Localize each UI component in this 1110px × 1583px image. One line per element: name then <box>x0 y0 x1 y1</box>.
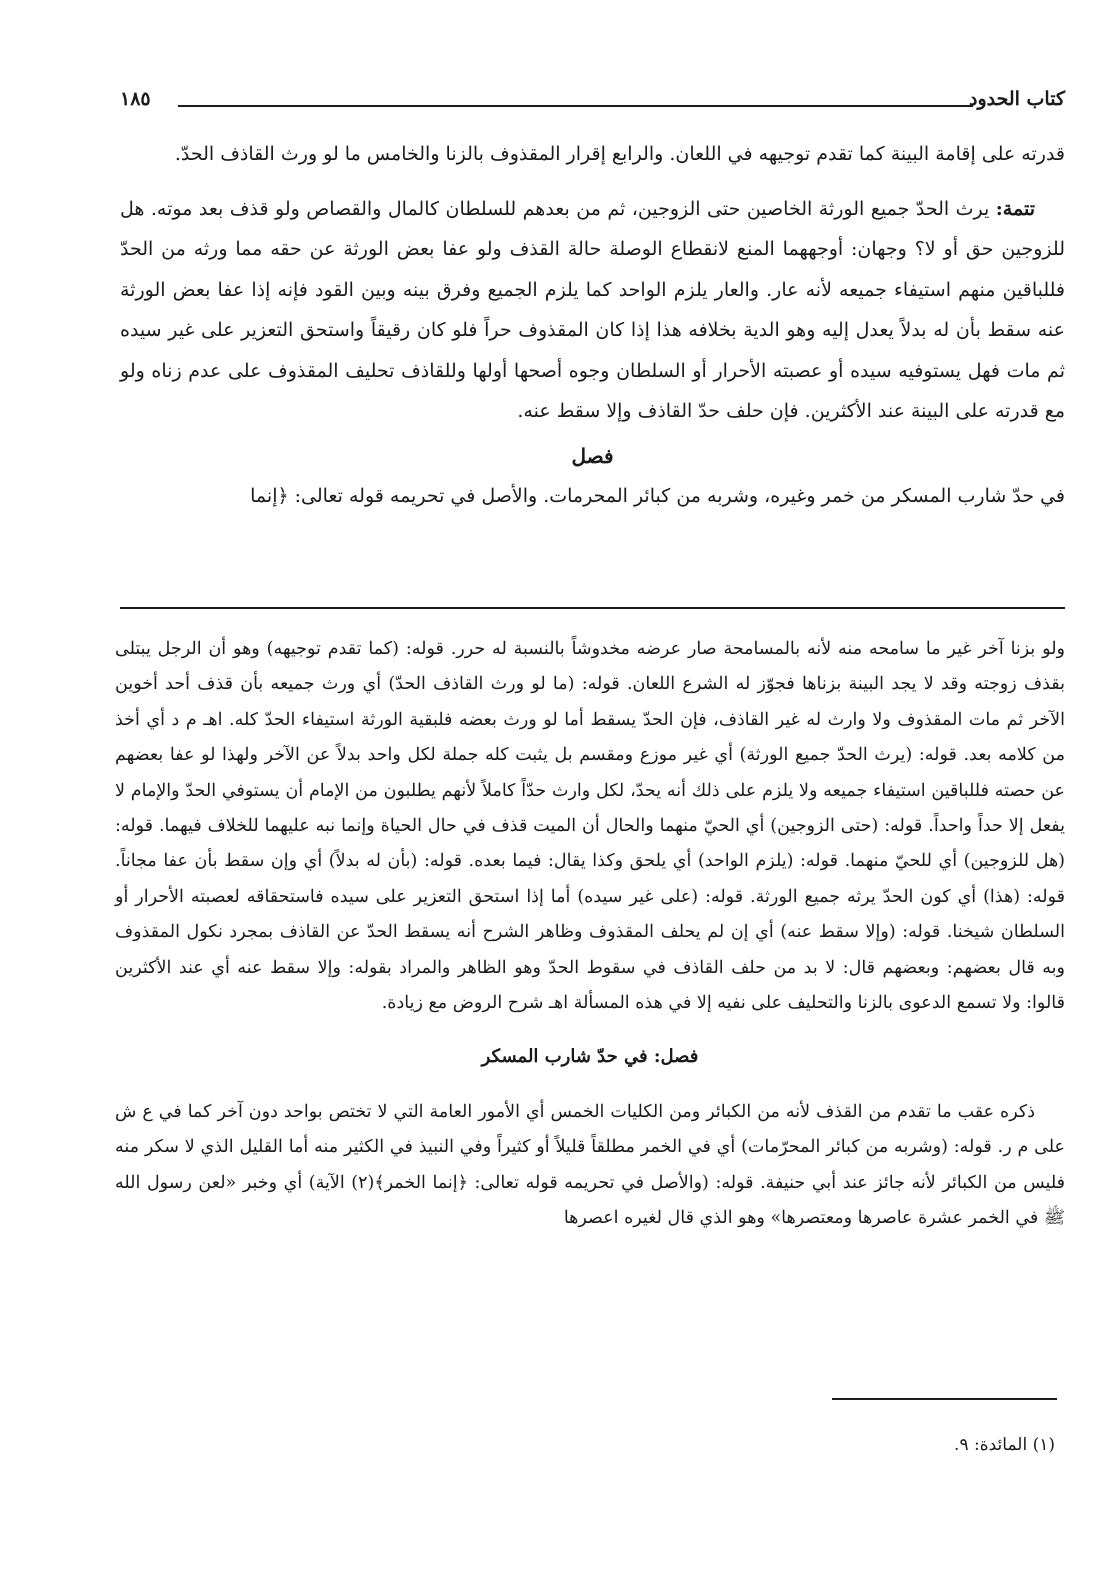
tatimma-label: تتمة: <box>995 197 1035 220</box>
commentary-paragraph: ولو بزنا آخر غير ما سامحه منه لأنه بالمسامحة صار عرضه مخدوشاً بالنسبة له حرر. قوله: (كما تقدم توجيهه) وهو أن الرجل يبتلى بقذف زوجته وقد لا يجد البينة بزناها فجوّز له الشرع اللعان. قوله: (ما لو ورث القاذف الحدّ) أي ورث جميعه بأن قذف أحد أخوين الآخر ثم مات المقذوف ولا وارث له غير القاذف، فإن الحدّ يسقط أما لو ورث بعضه فلبقية الورثة استيفاء الحدّ كله. اهـ م د أي أخذ من كلامه بعد. قوله: (يرث الحدّ جميع الورثة) أي غير موزع ومقسم بل يثبت كله جملة لكل واحد بدلاً عن الآخر ولهذا لو عفا بعضهم عن حصته فللباقين استيفاء جميعه ولا يلزم على ذلك أنه يحدّ، لكل وارث حدّاً كاملاً لأنهم يطلبون من الإمام أن يستوفي الحدّ والإمام لا يفعل إلا حداً واحداً. قوله: (حتى الزوجين) أي الحيّ منهما والحال أن الميت قذف في حال الحياة وإنما نبه عليهما للخلاف فيهما. قوله: (هل للزوجين) أي للحيّ منهما. قوله: (يلزم الواحد) أي يلحق وكذا يقال: فيما بعده. قوله: (بأن له بدلاً) أي وإن سقط بأن عفا مجاناً. قوله: (هذا) أي كون الحدّ يرثه جميع الورثة. قوله: (على غير سيده) أما إذا استحق التعزير على سيده فاستحقاقه لعصبته الأحرار أو السلطان شيخنا. قوله: (وإلا سقط عنه) أي إن لم يحلف المقذوف وظاهر الشرح أنه يسقط الحدّ عن القاذف بمجرد نكول المقذوف وبه قال بعضهم: وبعضهم قال: لا بد من حلف القاذف في سقوط الحدّ وهو الظاهر والمراد بقوله: وإلا سقط عنه أي عند الأكثرين قالوا: ولا تسمع الدعوى بالزنا والتحليف على نفيه إلا في هذه المسألة اهـ شرح الروض مع زيادة. <box>115 639 1065 1014</box>
commentary-heading: فصل: في حدّ شارب المسكر <box>481 1046 699 1068</box>
main-paragraph-continued: قدرته على إقامة البينة كما تقدم توجيهه في اللعان. والرابع إقرار المقذوف بالزنا والخامس ما لو ورث القاذف الحدّ. <box>174 143 1065 165</box>
main-paragraph-tatimma <box>120 189 1065 432</box>
page-number: ١٨٥ <box>120 88 151 110</box>
commentary-paragraph-2: ذكره عقب ما تقدم من القذف لأنه من الكبائر ومن الكليات الخمس أي الأمور العامة التي لا تختص بواحد دون آخر كما في ع ش على م ر. قوله: (وشربه من كبائر المحرّمات) أي في الخمر مطلقاً قليلاً أو كثيراً وفي النبيذ في الكثير منه أما القليل الذي لا سكر منه فليس من الكبائر لأنه جائز عند أبي حنيفة. قوله: (والأصل في تحريمه قوله تعالى: ﴿إنما الخمر﴾(٢) الآية) أي وخبر «لعن رسول الله ﷺ في الخمر عشرة عاصرها ومعتصرها» وهو الذي قال لغيره اعصرها <box>115 1101 1066 1229</box>
footnote: (١) المائدة: ٩. <box>954 1435 1055 1455</box>
tatimma-body: يرث الحدّ جميع الورثة الخاصين حتى الزوجين، ثم من بعدهم للسلطان كالمال والقصاص ولو قذف بعد موته. هل للزوجين حق أو لا؟ وجهان: أوجههما المنع لانقطاع الوصلة حالة القذف ولو عفا بعض الورثة عن حقه مما ورثه من الحدّ فللباقين منهم استيفاء جميعه لأنه عار. والعار يلزم الواحد كما يلزم الجميع وفرق بينه وبين القود فإنه إذا عفا بعض الورثة عنه سقط بأن له بدلاً يعدل إليه وهو الدية بخلافه هذا إذا كان المقذوف حراً فلو كان رقيقاً واستحق التعزير على غير سيده ثم مات فهل يستوفيه سيده أو عصبته الأحرار أو السلطان وجوه أصحها أولها وللقاذف تحليف المقذوف على عدم زناه ولو مع قدرته على البينة عند الأكثرين. فإن حلف حدّ القاذف وإلا سقط عنه. <box>120 197 1065 422</box>
commentary-text <box>115 632 1065 1237</box>
commentary-separator <box>120 607 1065 609</box>
running-head <box>120 88 1065 118</box>
main-text <box>120 134 1065 517</box>
main-paragraph-fasl: في حدّ شارب المسكر من خمر وغيره، وشربه من كبائر المحرمات. والأصل في تحريمه قوله تعالى: ﴿إنما <box>250 485 1065 507</box>
section-heading: فصل <box>571 443 614 468</box>
book-title: كتاب الحدود <box>968 88 1065 110</box>
footnote-rule <box>832 1398 1057 1400</box>
header-rule <box>178 105 973 107</box>
